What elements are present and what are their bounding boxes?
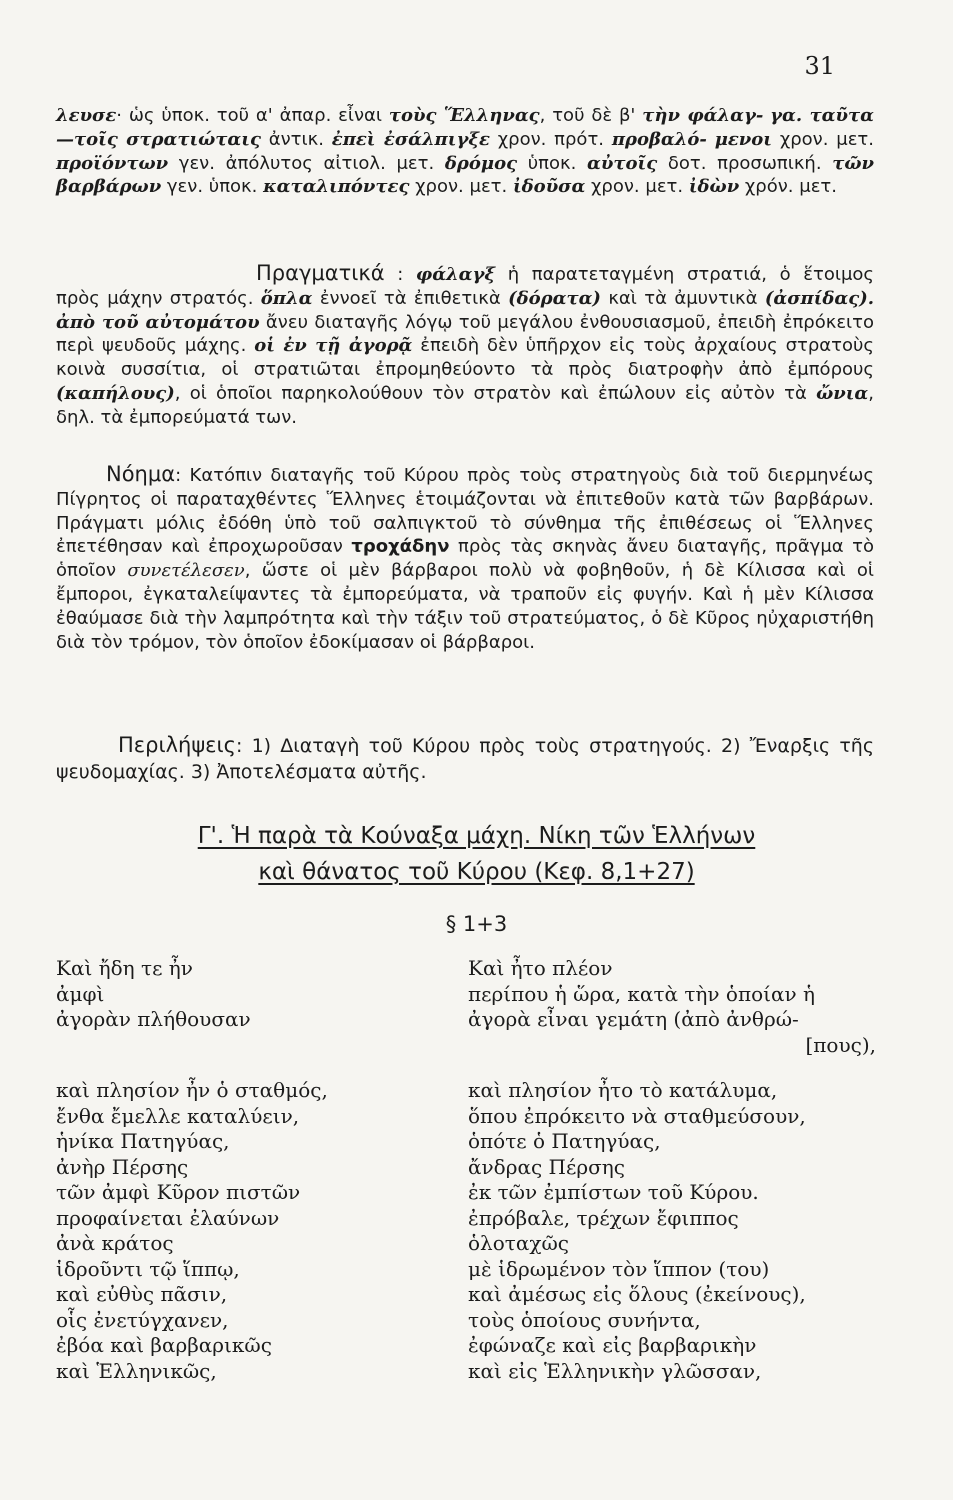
ancient-line: καὶ εὐθὺς πᾶσιν, [56,1282,228,1306]
perilipseis-paragraph: Περιλήψεις: 1) Διαταγὴ τοῦ Κύρου πρὸς τοὺς στρατηγούς. 2) Ἔναρξις τῆς ψευδομαχίας. 3) Ἀποτελέσματα αὐτῆς. [56,733,874,783]
ancient-line: οἷς ἐνετύγχανεν, [56,1307,229,1332]
pragmatika-paragraph: Πραγματικά : φάλαγξ ἡ παρατεταγμένη στρατιά, ὁ ἕτοιμος πρὸς μάχην στρατός. ὅπλα ἐννοεῖ τὰ ἐπιθετικὰ (δόρατα) καὶ τὰ ἀμυντικὰ (ἀσπίδας). ἀπὸ τοῦ αὐτομάτου ἄνευ διαταγῆς λόγῳ τοῦ μεγάλου ἐνθουσιασμοῦ, ἐπειδὴ ἐπρόκειτο περὶ ψευδοῦς μάχης. οἱ ἐν τῇ ἀγορᾷ ἐπειδὴ δὲν ὑπῆρχον εἰς τοὺς ἀρχαίους στρατοὺς κοινὰ συσσίτια, οἱ στρατιῶται ἐπρομηθεύοντο τὰ πρὸς διατροφὴν ἀπὸ ἐμπόρους (καπήλους), οἱ ὁποῖοι παρηκολούθουν τὸν στρατὸν καὶ ἐπώλουν εἰς αὐτὸν τὰ ὤνια, δηλ. τὰ ἐμπορεύματά των. [56,261,875,428]
section-title-line1: Γ'. Ἡ παρὰ τὰ Κούναξα μάχη. Νίκη τῶν Ἑλλήνων [197,823,756,849]
ancient-line: ἀμφὶ [56,981,105,1006]
modern-line: [πους), [805,1032,876,1057]
modern-line: τοὺς ὁποίους συνήντα, [468,1307,701,1332]
modern-translation-column [468,956,876,1384]
modern-line: καὶ πλησίον ἦτο τὸ κατάλυμα, [468,1078,778,1102]
ancient-line: ἀγορὰν πλήθουσαν [56,1007,251,1031]
modern-line: ἐφώναζε καὶ εἰς βαρβαρικὴν [468,1333,757,1357]
modern-line: ὅπου ἐπρόκειτο νὰ σταθμεύσουν, [468,1103,806,1128]
ancient-line: ἔνθα ἔμελλε καταλύειν, [56,1103,300,1128]
ancient-line [56,1033,328,1059]
noima-label: Νόημα [106,462,176,486]
ancient-line: ἀνὴρ Πέρσης [56,1154,189,1179]
modern-line: Καὶ ἦτο πλέον [468,956,613,980]
ancient-line: ἱδροῦντι τῷ ἵππῳ, [56,1256,240,1281]
perilipseis-label: Περιλήψεις [118,733,236,757]
ancient-line: ἀνὰ κράτος [56,1231,174,1255]
page-number: 31 [804,52,835,80]
ancient-line: τῶν ἀμφὶ Κῦρον πιστῶν [56,1180,301,1204]
section-title-line2: καὶ θάνατος τοῦ Κύρου (Κεφ. 8,1+27) [258,859,695,885]
paragraph-mark: § 1+3 [445,912,508,936]
modern-line [468,1058,876,1078]
modern-line: καὶ εἰς Ἑλληνικὴν γλῶσσαν, [468,1358,762,1383]
ancient-line: καὶ πλησίον ἦν ὁ σταθμός, [56,1078,328,1102]
modern-line: μὲ ἱδρωμένον τὸν ἵππον (του) [468,1256,770,1281]
modern-line: ἐκ τῶν ἐμπίστων τοῦ Κύρου. [468,1180,759,1204]
ancient-line: ἐβόα καὶ βαρβαρικῶς [56,1333,272,1357]
noima-paragraph: Νόημα: Κατόπιν διαταγῆς τοῦ Κύρου πρὸς τοὺς στρατηγοὺς διὰ τοῦ διερμηνέως Πίγρητος οἱ παραταχθέντες Ἕλληνες ἑτοιμάζονται νὰ ἐπιτεθοῦν κατὰ τῶν βαρβάρων. Πράγματι μόλις ἐδόθη ὑπὸ τοῦ σαλπιγκτοῦ τὸ σύνθημα τῆς ἐπιθέσεως οἱ Ἕλληνες ἐπετέθησαν καὶ ἐπροχωροῦσαν τροχάδην πρὸς τὰς σκηνὰς ἄνευ διαταγῆς, πρᾶγμα τὸ ὁποῖον συνετέλεσεν, ὥστε οἱ μὲν βάρβαροι πολὺ νὰ φοβηθοῦν, ἡ δὲ Κίλισσα καὶ οἱ ἔμποροι, ἐγκαταλείψαντες τὰ ἐμπορεύματα, νὰ τραποῦν εἰς φυγήν. Καὶ ἡ μὲν Κίλισσα ἐθαύμασε διὰ τὴν λαμπρότητα καὶ τὴν τάξιν τοῦ στρατεύματος, ὁ δὲ Κῦρος ηὐχαριστήθη διὰ τὸν τρόμον, τὸν ὁποῖον ἐδοκίμασαν οἱ βάρβαροι. [56,462,875,653]
ancient-line: ἡνίκα Πατηγύας, [56,1129,230,1153]
modern-line: ὁλοταχῶς [468,1231,569,1255]
grammar-notes: λευσε· ὡς ὑποκ. τοῦ α' ἀπαρ. εἶναι τοὺς Ἕλληνας, τοῦ δὲ β' τὴν φάλαγ- γα. ταῦτα—τοῖς στρατιώταις ἀντικ. ἐπεὶ ἐσάλπιγξε χρον. πρότ. προβαλό- μενοι χρον. μετ. προϊόντων γεν. ἀπόλυτος αἰτιολ. μετ. δρόμος ὑποκ. αὐτοῖς δοτ. προσωπική. τῶν βαρβάρων γεν. ὑποκ. καταλιπόντες χρον. μετ. ἰδοῦσα χρον. μετ. ἰδὼν χρόν. μετ. [56,105,874,198]
modern-line: ἀγορὰ εἶναι γεμάτη (ἀπὸ ἀνθρώ- [468,1007,799,1031]
modern-line: καὶ ἀμέσως εἰς ὅλους (ἐκείνους), [468,1282,806,1306]
ancient-line [56,1058,328,1078]
modern-line: ἄνδρας Πέρσης [468,1154,625,1179]
modern-line: ἐπρόβαλε, τρέχων ἔφιππος [468,1205,739,1230]
modern-line: περίπου ἡ ὥρα, κατὰ τὴν ὁποίαν ἡ [468,981,816,1006]
pragmatika-label: Πραγματικά [256,261,385,285]
ancient-line: προφαίνεται ἐλαύνων [56,1205,280,1230]
ancient-text-column [56,956,328,1384]
modern-line: ὁπότε ὁ Πατηγύας, [468,1129,661,1153]
ancient-line: Καὶ ἤδη τε ἦν [56,956,193,980]
ancient-line: καὶ Ἑλληνικῶς, [56,1358,217,1383]
